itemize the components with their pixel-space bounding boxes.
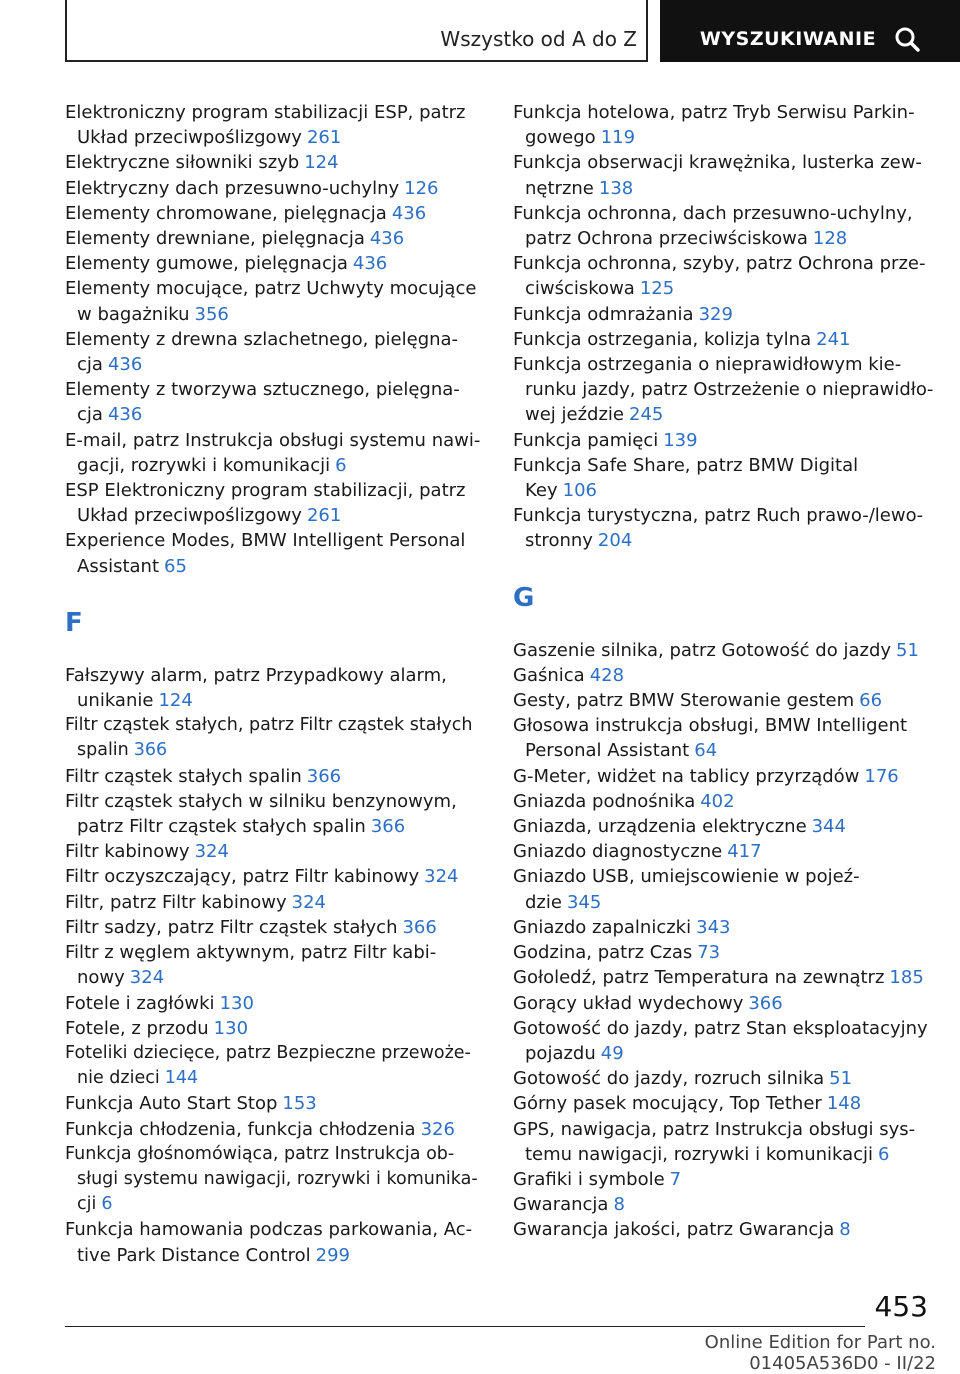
index-entry-text: Funkcja ochronna, szyby, patrz Ochrona prze‐ [513, 253, 926, 275]
page-reference-link[interactable]: 417 [727, 841, 762, 863]
page-reference-link[interactable]: 128 [812, 228, 848, 250]
index-entry-text: Elementy z drewna szlachetnego, pielęgna‐ [65, 328, 459, 350]
index-entry [65, 377, 480, 427]
index-entry-text: Gwarancja [513, 1194, 609, 1216]
index-entry-text: runku jazdy, patrz Ostrzeżenie o nieprawidło‐ [525, 379, 934, 401]
page-reference-link[interactable]: 144 [164, 1068, 199, 1089]
index-entry-text: Gaszenie silnika, patrz Gotowość do jazdy [513, 639, 892, 661]
index-entry [65, 1117, 480, 1142]
index-entry-text: nie dzieci [77, 1068, 160, 1089]
index-entry-text: Filtr cząstek stałych w silniku benzynowym, [65, 790, 457, 812]
index-entry-text: patrz Filtr cząstek stałych spalin [77, 816, 366, 838]
index-entry-text: Funkcja ostrzegania, kolizja tylna [513, 328, 812, 350]
index-entry-text: Gniazdo zapalniczki [513, 916, 692, 938]
index-entry [65, 201, 480, 226]
index-entry-text: G-Meter, widżet na tablicy przyrządów [513, 765, 860, 787]
index-entry-text: Assistant [77, 555, 160, 577]
index-entry-text: ciwściskowa [525, 278, 635, 300]
index-entry-text: Funkcja hamowania podczas parkowania, Ac‐ [65, 1219, 473, 1241]
index-entry-text: Gwarancja jakości, patrz Gwarancja [513, 1219, 835, 1241]
index-entry [65, 226, 480, 251]
page-reference-link[interactable]: 6 [335, 454, 347, 476]
page-reference-link[interactable]: 125 [639, 278, 675, 300]
index-entry-text: Filtr cząstek stałych, patrz Filtr cząstek stałych [65, 715, 473, 736]
index-entry [65, 890, 480, 915]
index-entry-text: sługi systemu nawigacji, rozrywki i komunika‐ [77, 1168, 478, 1189]
page-reference-link[interactable]: 436 [369, 228, 405, 250]
page-header [0, 0, 960, 66]
index-entry [65, 839, 480, 864]
index-entry-text: Funkcja hotelowa, patrz Tryb Serwisu Parkin‐ [513, 102, 915, 123]
page-reference-link[interactable]: 153 [282, 1093, 317, 1115]
page-reference-link[interactable]: 366 [133, 740, 168, 761]
page-reference-link[interactable]: 185 [889, 967, 924, 989]
page-reference-link[interactable]: 261 [306, 127, 342, 149]
index-entry-text: Funkcja chłodzenia, funkcja chłodzenia [65, 1118, 416, 1140]
page-reference-link[interactable]: 73 [697, 942, 721, 964]
page-reference-link[interactable]: 366 [748, 992, 783, 1014]
index-entry [513, 764, 933, 789]
index-entry-text: Funkcja ochronna, dach przesuwno-uchylny, [513, 202, 913, 224]
index-entry-text: Filtr z węglem aktywnym, patrz Filtr kabi‐ [65, 942, 437, 964]
index-entry [65, 864, 480, 889]
page-reference-link[interactable]: 356 [194, 303, 229, 325]
index-entry [65, 991, 480, 1016]
page-reference-link[interactable]: 324 [424, 866, 459, 888]
index-entry-text: stronny [525, 530, 593, 552]
index-entry [65, 789, 480, 839]
index-entry [513, 638, 933, 663]
index-entry [513, 503, 933, 553]
index-entry [65, 1016, 480, 1041]
page-reference-link[interactable]: 436 [107, 404, 143, 426]
index-entry [65, 1091, 480, 1116]
index-entry-text: Elementy z tworzywa sztucznego, pielęgna‐ [65, 379, 460, 401]
index-entry-text: Funkcja odmrażania [513, 303, 694, 325]
index-entry-text: nętrzne [525, 177, 594, 199]
index-entry-text: cji [77, 1194, 97, 1215]
page-reference-link[interactable]: 176 [864, 765, 899, 787]
index-entry-text: dzie [525, 891, 562, 913]
index-column-right [513, 100, 933, 1243]
page-reference-link[interactable]: 428 [589, 664, 625, 686]
index-entry-text: Elementy gumowe, pielęgnacja [65, 253, 348, 275]
index-entry-text: Filtr, patrz Filtr kabinowy [65, 891, 287, 913]
index-entry [513, 864, 933, 914]
index-entry-text: tive Park Distance Control [77, 1244, 311, 1266]
index-entry [65, 915, 480, 940]
index-entry-text: Key [525, 480, 558, 502]
page-reference-link[interactable]: 139 [663, 429, 698, 451]
page-reference-link[interactable]: 329 [698, 303, 733, 325]
index-entry-text: E-mail, patrz Instrukcja obsługi systemu nawi‐ [65, 429, 481, 451]
index-entry-text: Elektryczny dach przesuwno-uchylny [65, 177, 400, 199]
index-entry-text: Górny pasek mocujący, Top Tether [513, 1093, 822, 1115]
section-title[interactable]: Wszystko od A do Z [440, 27, 637, 51]
index-entry [513, 302, 933, 327]
index-column-left [65, 100, 480, 1268]
index-entry-text: cja [77, 354, 103, 376]
index-entry [65, 478, 480, 528]
page-reference-link[interactable]: 343 [696, 916, 731, 938]
page-reference-link[interactable]: 436 [107, 354, 143, 376]
index-entry [513, 251, 933, 301]
index-entry [513, 1167, 933, 1192]
index-entry [513, 1192, 933, 1217]
index-entry [65, 528, 480, 578]
page-reference-link[interactable]: 51 [896, 639, 919, 661]
footer-divider [65, 1326, 865, 1327]
index-entry [513, 940, 933, 965]
page-reference-link[interactable]: 402 [700, 790, 735, 812]
index-entry [513, 839, 933, 864]
index-entry-text: pojazdu [525, 1042, 596, 1064]
index-entry-text: Funkcja głośnomówiąca, patrz Instrukcja ob‐ [65, 1143, 455, 1164]
index-entry-text: Gniazda, urządzenia elektryczne [513, 816, 807, 838]
index-entry-text: patrz Ochrona przeciwściskowa [525, 228, 808, 250]
page-reference-link[interactable]: 245 [629, 404, 664, 426]
index-entry-text: Filtr kabinowy [65, 841, 190, 863]
index-entry-text: Funkcja Auto Start Stop [65, 1093, 278, 1115]
index-entry [513, 663, 933, 688]
index-entry [65, 150, 480, 175]
index-entry [65, 276, 480, 326]
index-entry-text: Elementy chromowane, pielęgnacja [65, 202, 387, 224]
index-entry-text: Gniazdo diagnostyczne [513, 841, 723, 863]
index-entry [513, 1091, 933, 1116]
page-reference-link[interactable]: 324 [129, 967, 165, 989]
index-entry-text: Gorący układ wydechowy [513, 992, 744, 1014]
index-entry [65, 1217, 480, 1267]
page-reference-link[interactable]: 65 [164, 555, 187, 577]
index-entry [65, 713, 480, 763]
index-entry-text: cja [77, 404, 103, 426]
index-entry-text: Godzina, patrz Czas [513, 942, 693, 964]
index-entry [513, 1016, 933, 1066]
page-reference-link[interactable]: 8 [839, 1219, 851, 1241]
index-entry [513, 814, 933, 839]
index-entry-text: Personal Assistant [525, 740, 690, 762]
index-entry-text: Gniazdo USB, umiejscowienie w pojeź‐ [513, 866, 860, 888]
index-entry [513, 352, 933, 428]
index-entry [513, 789, 933, 814]
index-entry-text: spalin [77, 740, 129, 761]
page-number: 453 [874, 1290, 928, 1323]
index-letter-heading: F [65, 607, 83, 638]
page-reference-link[interactable]: 366 [306, 765, 342, 787]
page-reference-link[interactable]: 8 [613, 1194, 625, 1216]
index-entry [65, 428, 480, 478]
page-reference-link[interactable]: 138 [598, 177, 634, 199]
index-entry-text: Fotele, z przodu [65, 1017, 209, 1039]
index-entry [513, 965, 933, 990]
index-entry [513, 915, 933, 940]
page-reference-link[interactable]: 66 [859, 690, 883, 712]
index-entry-text: Elektryczne siłowniki szyb [65, 152, 300, 174]
index-entry-text: Fotele i zagłówki [65, 992, 215, 1014]
page-reference-link[interactable]: 64 [694, 740, 718, 762]
index-entry-text: Gołoledź, patrz Temperatura na zewnątrz [513, 967, 885, 989]
index-entry [65, 1142, 480, 1218]
index-entry-text: nowy [77, 967, 125, 989]
page-reference-link[interactable]: 148 [826, 1093, 862, 1115]
page-reference-link[interactable]: 324 [194, 841, 229, 863]
page-reference-link[interactable]: 241 [816, 328, 851, 350]
page-reference-link[interactable]: 49 [600, 1042, 624, 1064]
index-entry-text: ESP Elektroniczny program stabilizacji, patrz [65, 480, 466, 502]
index-entry-text: Elementy mocujące, patrz Uchwyty mocujące [65, 278, 477, 300]
index-entry [65, 100, 480, 150]
index-entry-text: Układ przeciwpoślizgowy [77, 505, 302, 527]
index-entry-text: GPS, nawigacja, patrz Instrukcja obsługi sys‐ [513, 1118, 916, 1140]
page-reference-link[interactable]: 6 [878, 1143, 890, 1165]
index-letter-heading: G [513, 582, 535, 613]
index-entry-text: temu nawigacji, rozrywki i komunikacji [525, 1143, 874, 1165]
index-entry [65, 940, 480, 990]
index-entry-text: Grafiki i symbole [513, 1168, 665, 1190]
index-entry [513, 991, 933, 1016]
index-entry-text: Funkcja turystyczna, patrz Ruch prawo-/lewo‐ [513, 505, 924, 527]
page-reference-link[interactable]: 124 [304, 152, 339, 174]
page-reference-link[interactable]: 130 [213, 1017, 249, 1039]
index-entry [513, 1117, 933, 1167]
index-entry [513, 453, 933, 503]
index-entry-text: wej jeździe [525, 404, 624, 426]
index-entry [513, 688, 933, 713]
index-entry [513, 201, 933, 251]
index-entry-text: Foteliki dziecięce, patrz Bezpieczne przewoże‐ [65, 1042, 471, 1063]
search-label: WYSZUKIWANIE [699, 28, 877, 50]
index-entry-text: Funkcja obserwacji krawężnika, lusterka zew‐ [513, 152, 922, 174]
page-reference-link[interactable]: 204 [597, 530, 633, 552]
index-entry-text: Filtr oczyszczający, patrz Filtr kabinowy [65, 866, 420, 888]
search-button[interactable] [660, 0, 960, 62]
index-entry-text: Funkcja ostrzegania o nieprawidłowym kie‐ [513, 354, 902, 376]
page-reference-link[interactable]: 130 [219, 992, 254, 1014]
index-entry-text: Filtr sadzy, patrz Filtr cząstek stałych [65, 916, 398, 938]
index-entry-text: Filtr cząstek stałych spalin [65, 765, 302, 787]
index-entry [513, 100, 933, 150]
index-entry-text: Funkcja pamięci [513, 429, 659, 451]
index-entry [513, 1066, 933, 1091]
edition-note: Online Edition for Part no. 01405A536D0 - II/22 [704, 1332, 936, 1374]
index-entry-text: Gotowość do jazdy, patrz Stan eksploatacyjny [513, 1017, 928, 1039]
page-reference-link[interactable]: 436 [391, 202, 427, 224]
page-reference-link[interactable]: 324 [291, 891, 326, 913]
index-entry-text: w bagażniku [77, 303, 190, 325]
index-entry-text: Gesty, patrz BMW Sterowanie gestem [513, 690, 855, 712]
page-reference-link[interactable]: 51 [829, 1068, 853, 1090]
page-reference-link[interactable]: 436 [352, 253, 388, 275]
index-entry-text: Gotowość do jazdy, rozruch silnika [513, 1068, 825, 1090]
index-entry-text: gowego [525, 127, 596, 149]
index-entry [65, 176, 480, 201]
index-entry [65, 764, 480, 789]
index-entry [513, 713, 933, 763]
page-reference-link[interactable]: 106 [562, 480, 597, 502]
index-entry [65, 251, 480, 276]
index-entry-text: Funkcja Safe Share, patrz BMW Digital [513, 454, 859, 476]
page-reference-link[interactable]: 6 [101, 1194, 113, 1215]
page-reference-link[interactable]: 344 [811, 816, 847, 838]
page-reference-link[interactable]: 366 [370, 816, 406, 838]
index-entry [513, 1217, 933, 1242]
page-reference-link[interactable]: 366 [402, 916, 437, 938]
page-reference-link[interactable]: 326 [420, 1118, 455, 1140]
index-entry-text: Gaśnica [513, 664, 585, 686]
index-entry-text: Experience Modes, BMW Intelligent Personal [65, 530, 466, 552]
index-entry-text: Gniazda podnośnika [513, 790, 696, 812]
index-entry [65, 327, 480, 377]
index-entry-text: Układ przeciwpoślizgowy [77, 127, 302, 149]
page-reference-link[interactable]: 299 [315, 1244, 350, 1266]
index-entry-text: Elementy drewniane, pielęgnacja [65, 228, 365, 250]
index-entry [513, 150, 933, 200]
index-entry-text: Fałszywy alarm, patrz Przypadkowy alarm, [65, 664, 447, 686]
index-entry-text: gacji, rozrywki i komunikacji [77, 454, 331, 476]
page-reference-link[interactable]: 261 [306, 505, 342, 527]
index-entry-text: unikanie [77, 690, 154, 712]
index-entry [65, 1041, 480, 1091]
index-entry-text: Elektroniczny program stabilizacji ESP, patrz [65, 102, 466, 123]
search-icon [894, 26, 920, 52]
page-reference-link[interactable]: 345 [566, 891, 602, 913]
index-entry [513, 428, 933, 453]
index-entry-text: Głosowa instrukcja obsługi, BMW Intelligent [513, 715, 908, 737]
index-entry [513, 327, 933, 352]
index-entry [65, 663, 480, 713]
page-reference-link[interactable]: 7 [669, 1168, 682, 1190]
page-reference-link[interactable]: 119 [600, 127, 636, 149]
page-reference-link[interactable]: 124 [158, 690, 193, 712]
page-reference-link[interactable]: 126 [404, 177, 439, 199]
